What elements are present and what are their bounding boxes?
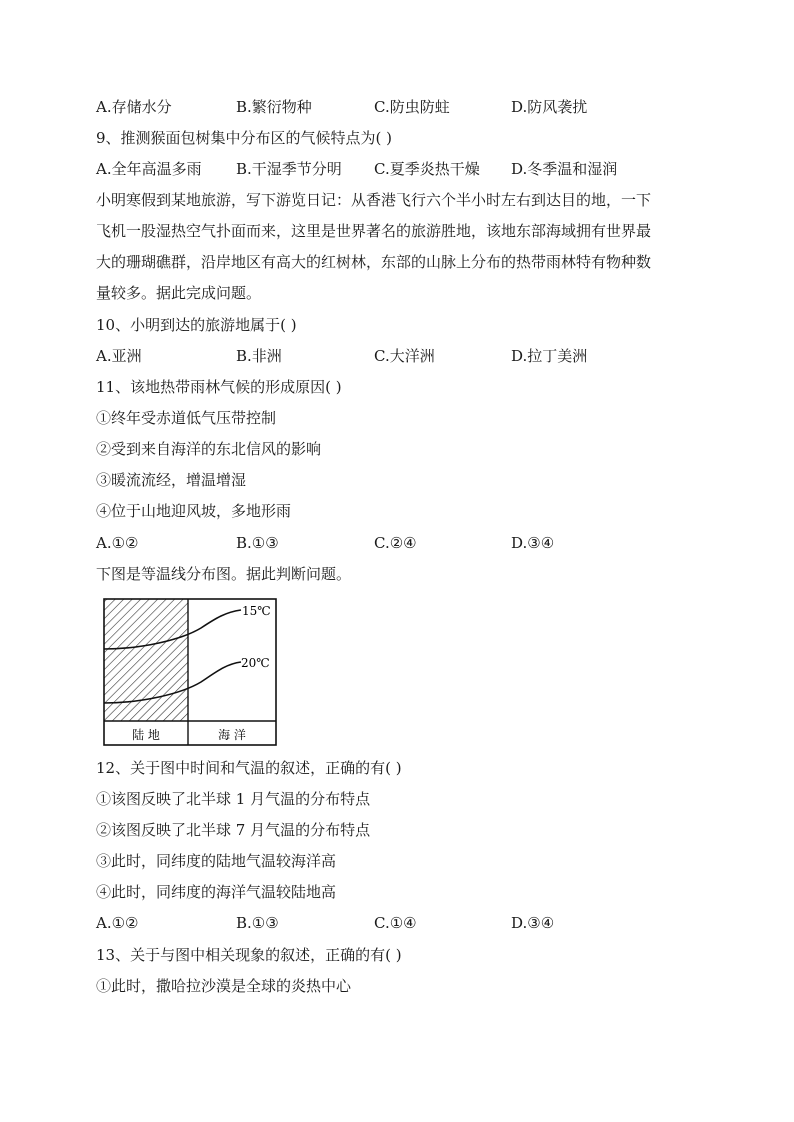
q12-stem: 12、关于图中时间和气温的叙述，正确的有( ) bbox=[96, 759, 402, 777]
q11-item-2: ②受到来自海洋的东北信风的影响 bbox=[96, 440, 322, 458]
q11-item-1: ①终年受赤道低气压带控制 bbox=[96, 409, 277, 427]
q9-options bbox=[96, 159, 716, 179]
q11-stem: 11、该地热带雨林气候的形成原因( ) bbox=[96, 378, 342, 396]
q10-options bbox=[96, 346, 716, 366]
passage-line: 大的珊瑚礁群，沿岸地区有高大的红树林，东部的山脉上分布的热带雨林特有物种数 bbox=[96, 253, 652, 271]
q8-options bbox=[96, 97, 716, 117]
q11-option-a: A.①② bbox=[96, 534, 139, 552]
q9-option-a: A.全年高温多雨 bbox=[96, 160, 202, 178]
q8-option-b: B.繁衍物种 bbox=[236, 98, 312, 116]
q11-option-b: B.①③ bbox=[236, 534, 279, 552]
q9-stem: 9、推测猴面包树集中分布区的气候特点为( ) bbox=[96, 129, 393, 147]
q13-item-1: ①此时，撒哈拉沙漠是全球的炎热中心 bbox=[96, 977, 352, 995]
q12-item-2: ②该图反映了北半球 7 月气温的分布特点 bbox=[96, 821, 371, 839]
q10-stem: 10、小明到达的旅游地属于( ) bbox=[96, 316, 297, 334]
isotherm-15-label: 15℃ bbox=[242, 604, 271, 618]
q10-option-d: D.拉丁美洲 bbox=[511, 347, 588, 365]
q9-option-d: D.冬季温和湿润 bbox=[511, 160, 618, 178]
q8-option-c: C.防虫防蛀 bbox=[374, 98, 450, 116]
q12-option-a: A.①② bbox=[96, 914, 139, 932]
q8-option-d: D.防风袭扰 bbox=[511, 98, 588, 116]
q12-item-1: ①该图反映了北半球 1 月气温的分布特点 bbox=[96, 790, 371, 808]
figure-intro: 下图是等温线分布图。据此判断问题。 bbox=[96, 565, 352, 583]
q10-option-c: C.大洋洲 bbox=[374, 347, 435, 365]
ocean-label: 海 洋 bbox=[218, 728, 246, 742]
passage-line: 量较多。据此完成问题。 bbox=[96, 284, 262, 302]
q12-item-3: ③此时，同纬度的陆地气温较海洋高 bbox=[96, 852, 337, 870]
passage-line: 飞机一股湿热空气扑面而来，这里是世界著名的旅游胜地，该地东部海域拥有世界最 bbox=[96, 222, 652, 240]
q11-option-d: D.③④ bbox=[511, 534, 555, 552]
passage-travel-diary bbox=[96, 185, 708, 309]
q8-option-a: A.存储水分 bbox=[96, 98, 172, 116]
q9-option-c: C.夏季炎热干燥 bbox=[374, 160, 480, 178]
q13-stem: 13、关于与图中相关现象的叙述，正确的有( ) bbox=[96, 946, 402, 964]
q11-option-c: C.②④ bbox=[374, 534, 417, 552]
q12-item-4: ④此时，同纬度的海洋气温较陆地高 bbox=[96, 883, 337, 901]
q12-option-c: C.①④ bbox=[374, 914, 417, 932]
isotherm-20-label: 20℃ bbox=[241, 656, 270, 670]
q11-item-3: ③暖流流经，增温增湿 bbox=[96, 471, 247, 489]
q12-options bbox=[96, 913, 716, 933]
q9-option-b: B.干湿季节分明 bbox=[236, 160, 342, 178]
passage-line: 小明寒假到某地旅游，写下游览日记：从香港飞行六个半小时左右到达目的地，一下 bbox=[96, 191, 652, 209]
land-label: 陆 地 bbox=[132, 728, 160, 742]
q11-item-4: ④位于山地迎风坡，多地形雨 bbox=[96, 502, 292, 520]
isotherm-figure bbox=[101, 596, 277, 747]
q11-options bbox=[96, 533, 716, 553]
q12-option-d: D.③④ bbox=[511, 914, 555, 932]
q10-option-a: A.亚洲 bbox=[96, 347, 142, 365]
q12-option-b: B.①③ bbox=[236, 914, 279, 932]
q10-option-b: B.非洲 bbox=[236, 347, 282, 365]
